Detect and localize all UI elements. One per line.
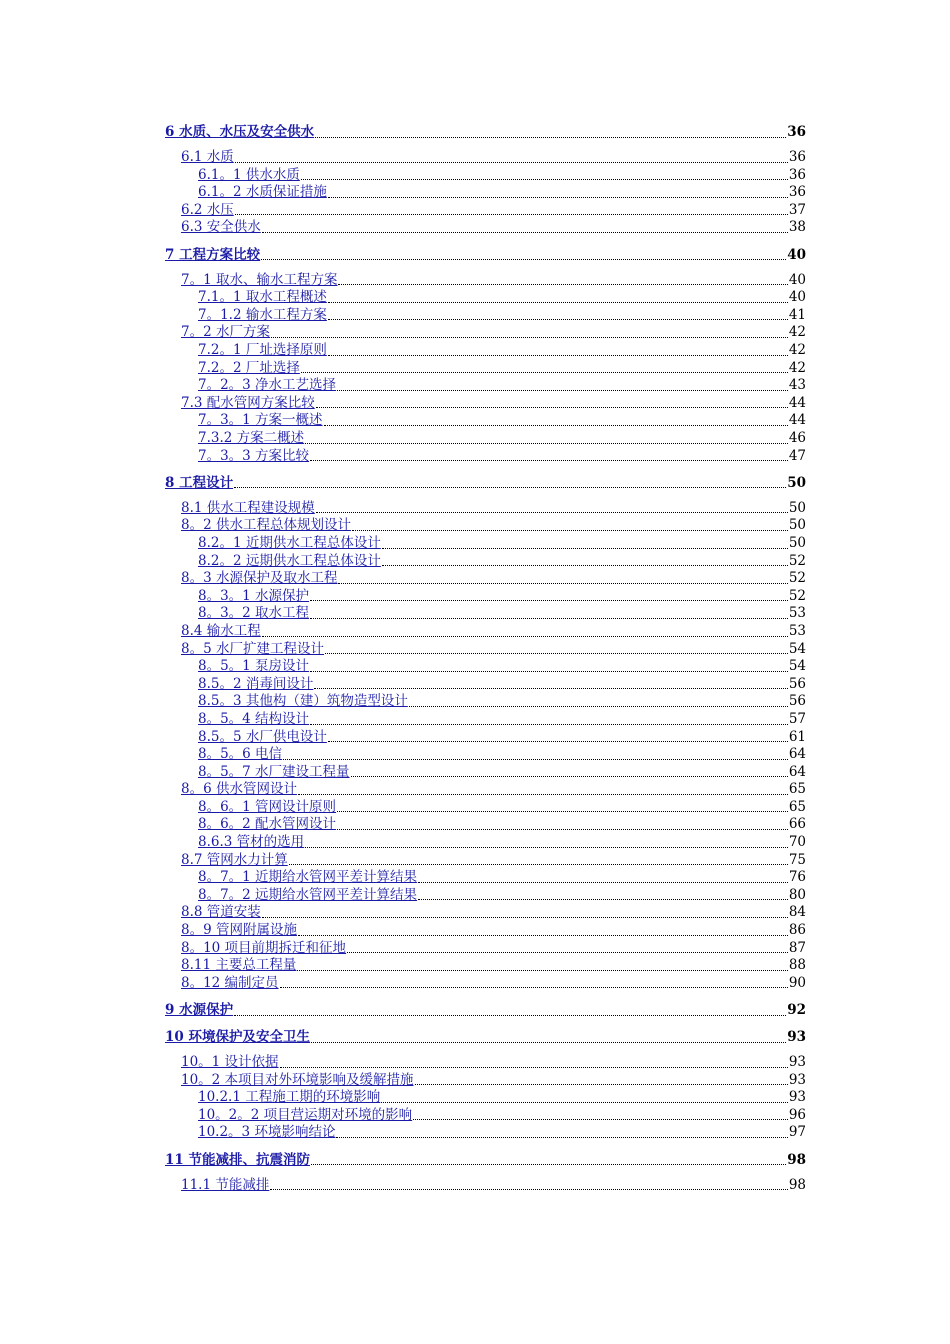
- toc-dot-leader: [310, 617, 788, 619]
- toc-entry-level-3[interactable]: [165, 448, 806, 466]
- toc-page-number: 54: [788, 640, 806, 657]
- toc-page-number: 50: [788, 499, 806, 516]
- toc-entry-title-link[interactable]: 10。2。2 项目营运期对环境的影响: [198, 1106, 413, 1123]
- toc-dot-leader: [234, 486, 786, 488]
- toc-dot-leader: [338, 582, 787, 584]
- toc-entry-title-link[interactable]: 8.6.3 管材的选用: [198, 834, 305, 851]
- toc-dot-leader: [328, 301, 788, 303]
- toc-entry-level-3[interactable]: [165, 307, 806, 325]
- toc-dot-leader: [297, 969, 787, 971]
- toc-entry-title-link[interactable]: 10.2.1 工程施工期的环境影响: [198, 1089, 381, 1106]
- toc-dot-leader: [418, 898, 788, 900]
- toc-page-number: 61: [788, 728, 806, 745]
- toc-page-number: 75: [788, 851, 806, 868]
- toc-entry-level-1[interactable]: [165, 1002, 806, 1020]
- toc-entry-title-link[interactable]: 8。3。2 取水工程: [198, 605, 310, 622]
- toc-page-number: 90: [788, 974, 806, 991]
- toc-page-number: 93: [788, 1054, 806, 1071]
- toc-page-number: 41: [788, 306, 806, 323]
- toc-page-number: 50: [787, 474, 806, 491]
- toc-page-number: 37: [788, 201, 806, 218]
- toc-page-number: 64: [788, 763, 806, 780]
- toc-entry-level-3[interactable]: [165, 1124, 806, 1142]
- toc-entry-title-link[interactable]: 8。5。6 电信: [198, 746, 283, 763]
- toc-page-number: 50: [788, 534, 806, 551]
- toc-dot-leader: [298, 793, 788, 795]
- toc-dot-leader: [311, 1041, 786, 1043]
- toc-dot-leader: [310, 670, 788, 672]
- toc-page-number: 47: [788, 447, 806, 464]
- toc-dot-leader: [262, 231, 788, 233]
- toc-dot-leader: [316, 406, 788, 408]
- toc-entry-title-link[interactable]: 8.7 管网水力计算: [181, 851, 288, 868]
- toc-entry-title-link[interactable]: 7。2。3 净水工艺选择: [198, 377, 337, 394]
- toc-dot-leader: [328, 354, 788, 356]
- toc-entry-title-link[interactable]: 6.3 安全供水: [181, 219, 261, 236]
- toc-dot-leader: [271, 336, 788, 338]
- toc-page-number: 84: [788, 904, 806, 921]
- toc-page-number: 86: [788, 922, 806, 939]
- toc-entry-level-3[interactable]: [165, 184, 806, 202]
- toc-dot-leader: [315, 136, 786, 138]
- toc-page-number: 36: [787, 124, 806, 140]
- toc-page-number: 46: [788, 430, 806, 446]
- toc-entry-title-link[interactable]: 8.2。2 远期供水工程总体设计: [198, 552, 381, 569]
- toc-entry-title-link[interactable]: 10。1 设计依据: [181, 1054, 279, 1071]
- toc-entry-title-link[interactable]: 8。5。1 泵房设计: [198, 658, 310, 675]
- toc-entry-level-3[interactable]: [165, 729, 806, 747]
- toc-entry-level-2[interactable]: [165, 940, 806, 958]
- toc-dot-leader: [280, 1066, 788, 1068]
- toc-entry-title-link[interactable]: 8。9 管网附属设施: [181, 922, 297, 939]
- toc-entry-level-3[interactable]: [165, 764, 806, 782]
- toc-entry-title-link[interactable]: 8.11 主要总工程量: [181, 957, 297, 974]
- toc-entry-level-2[interactable]: [165, 517, 806, 535]
- toc-dot-leader: [382, 547, 788, 549]
- toc-entry-level-1[interactable]: [165, 247, 806, 265]
- toc-page-number: 42: [788, 342, 806, 359]
- toc-entry-title-link[interactable]: 11.1 节能减排: [181, 1176, 270, 1193]
- toc-page-number: 66: [788, 816, 806, 833]
- toc-entry-level-3[interactable]: [165, 167, 806, 185]
- toc-entry-level-3[interactable]: [165, 535, 806, 553]
- toc-entry-title-link[interactable]: 7.2。2 厂址选择: [198, 359, 300, 376]
- toc-entry-title-link[interactable]: 7。1 取水、输水工程方案: [181, 271, 338, 288]
- toc-page-number: 52: [788, 587, 806, 604]
- toc-entry-level-2[interactable]: [165, 781, 806, 799]
- toc-dot-leader: [310, 459, 788, 461]
- toc-entry-title-link[interactable]: 10.2。3 环境影响结论: [198, 1124, 336, 1141]
- toc-page-number: 38: [788, 219, 806, 236]
- toc-entry-title-link[interactable]: 8.5。2 消毒间设计: [198, 675, 314, 692]
- toc-entry-level-2[interactable]: [165, 641, 806, 659]
- toc-page-number: 93: [787, 1029, 806, 1045]
- toc-dot-leader: [415, 1083, 788, 1085]
- toc-dot-leader: [336, 1136, 787, 1138]
- toc-entry-level-2[interactable]: [165, 324, 806, 342]
- toc-dot-leader: [381, 1101, 788, 1103]
- toc-entry-title-link[interactable]: 8。5。7 水厂建设工程量: [198, 763, 350, 780]
- toc-entry-level-3[interactable]: [165, 360, 806, 378]
- toc-entry-title-link[interactable]: 8。3。1 水源保护: [198, 587, 310, 604]
- toc-page-number: 43: [788, 377, 806, 394]
- toc-entry-level-3[interactable]: [165, 289, 806, 307]
- toc-page-number: 70: [788, 834, 806, 851]
- toc-entry-title-link[interactable]: 10。2 本项目对外环境影响及缓解措施: [181, 1071, 414, 1088]
- toc-dot-leader: [328, 196, 788, 198]
- toc-dot-leader: [305, 442, 788, 444]
- toc-entry-level-2[interactable]: [165, 202, 806, 220]
- toc-entry-title-link[interactable]: 7 工程方案比较: [165, 246, 261, 263]
- toc-page-number: 87: [788, 939, 806, 956]
- toc-entry-level-3[interactable]: [165, 799, 806, 817]
- toc-page-number: 42: [788, 324, 806, 341]
- toc-entry-title-link[interactable]: 8.2。1 近期供水工程总体设计: [198, 534, 381, 551]
- toc-entry-level-3[interactable]: [165, 816, 806, 834]
- toc-dot-leader: [311, 1163, 786, 1165]
- toc-entry-level-3[interactable]: [165, 658, 806, 676]
- toc-page-number: 93: [788, 1071, 806, 1088]
- toc-entry-title-link[interactable]: 7.2。1 厂址选择原则: [198, 342, 327, 359]
- toc-entry-level-2[interactable]: [165, 272, 806, 290]
- toc-dot-leader: [270, 1188, 787, 1190]
- toc-dot-leader: [262, 916, 788, 918]
- toc-entry-level-1[interactable]: [165, 475, 806, 493]
- toc-dot-leader: [337, 389, 788, 391]
- toc-page-number: 40: [788, 289, 806, 306]
- toc-entry-title-link[interactable]: 8.4 输水工程: [181, 622, 261, 639]
- toc-entry-title-link[interactable]: 8.5。5 水厂供电设计: [198, 728, 327, 745]
- toc-dot-leader: [409, 705, 788, 707]
- toc-entry-level-2[interactable]: [165, 500, 806, 518]
- toc-dot-leader: [337, 828, 788, 830]
- toc-page-number: 98: [787, 1151, 806, 1168]
- toc-page-number: 97: [788, 1124, 806, 1141]
- toc-dot-leader: [261, 258, 786, 260]
- toc-entry-title-link[interactable]: 8。5 水厂扩建工程设计: [181, 640, 324, 657]
- toc-dot-leader: [328, 740, 788, 742]
- toc-entry-level-3[interactable]: [165, 1107, 806, 1125]
- toc-entry-level-3[interactable]: [165, 605, 806, 623]
- toc-entry-title-link[interactable]: 8。6。1 管网设计原则: [198, 798, 337, 815]
- toc-page-number: 53: [788, 622, 806, 639]
- toc-entry-level-2[interactable]: [165, 1177, 806, 1195]
- toc-page-number: 76: [788, 869, 806, 886]
- toc-entry-title-link[interactable]: 6.1。1 供水水质: [198, 166, 300, 183]
- toc-dot-leader: [235, 161, 788, 163]
- toc-entry-title-link[interactable]: 7。1.2 输水工程方案: [198, 306, 327, 323]
- toc-entry-title-link[interactable]: 7.3 配水管网方案比较: [181, 394, 315, 411]
- toc-dot-leader: [324, 424, 788, 426]
- toc-page-number: 65: [788, 798, 806, 815]
- toc-dot-leader: [280, 986, 788, 988]
- toc-page-number: 88: [788, 957, 806, 974]
- toc-page-number: 50: [788, 517, 806, 534]
- toc-page-number: 36: [788, 166, 806, 183]
- toc-dot-leader: [316, 511, 788, 513]
- toc-entry-level-3[interactable]: [165, 342, 806, 360]
- toc-entry-title-link[interactable]: 7.3.2 方案二概述: [198, 430, 305, 446]
- toc-dot-leader: [418, 881, 788, 883]
- toc-entry-level-1[interactable]: [165, 1029, 806, 1047]
- toc-entry-title-link[interactable]: 7。3。3 方案比较: [198, 447, 310, 464]
- toc-dot-leader: [328, 318, 788, 320]
- toc-entry-title-link[interactable]: 7。2 水厂方案: [181, 324, 270, 341]
- toc-entry-level-3[interactable]: [165, 1089, 806, 1107]
- toc-entry-title-link[interactable]: 8.8 管道安装: [181, 904, 261, 921]
- toc-entry-title-link[interactable]: 8。3 水源保护及取水工程: [181, 570, 338, 587]
- toc-page-number: 44: [788, 394, 806, 411]
- toc-page-number: 42: [788, 359, 806, 376]
- toc-entry-level-2[interactable]: [165, 395, 806, 413]
- toc-dot-leader: [325, 652, 788, 654]
- toc-entry-title-link[interactable]: 6.1 水质: [181, 149, 234, 166]
- toc-entry-level-1[interactable]: [165, 1152, 806, 1170]
- toc-entry-title-link[interactable]: 11 节能减排、抗震消防: [165, 1151, 310, 1168]
- toc-entry-title-link[interactable]: 8。5。4 结构设计: [198, 710, 310, 727]
- toc-entry-level-2[interactable]: [165, 219, 806, 237]
- table-of-contents: [165, 124, 806, 1194]
- toc-dot-leader: [413, 1118, 788, 1120]
- toc-dot-leader: [298, 934, 788, 936]
- toc-entry-title-link[interactable]: 8.5。3 其他构（建）筑物造型设计: [198, 693, 408, 710]
- toc-entry-title-link[interactable]: 8。7。2 远期给水管网平差计算结果: [198, 886, 418, 903]
- toc-entry-level-3[interactable]: [165, 834, 806, 852]
- toc-page-number: 98: [788, 1176, 806, 1193]
- toc-dot-leader: [337, 810, 788, 812]
- toc-page-number: 40: [788, 271, 806, 288]
- toc-page-number: 93: [788, 1089, 806, 1106]
- toc-entry-title-link[interactable]: 6.2 水压: [181, 201, 234, 218]
- toc-dot-leader: [310, 723, 788, 725]
- toc-page-number: 52: [788, 552, 806, 569]
- toc-entry-level-2[interactable]: [165, 1054, 806, 1072]
- toc-dot-leader: [310, 599, 788, 601]
- toc-entry-level-2[interactable]: [165, 904, 806, 922]
- toc-entry-level-3[interactable]: [165, 711, 806, 729]
- toc-page-number: 44: [788, 412, 806, 429]
- toc-page-number: 92: [787, 1001, 806, 1018]
- toc-dot-leader: [289, 863, 788, 865]
- toc-page-number: 65: [788, 781, 806, 798]
- toc-dot-leader: [314, 687, 787, 689]
- toc-dot-leader: [351, 775, 788, 777]
- toc-entry-level-3[interactable]: [165, 887, 806, 905]
- toc-entry-level-2[interactable]: [165, 570, 806, 588]
- toc-entry-title-link[interactable]: 8 工程设计: [165, 474, 234, 491]
- toc-entry-level-3[interactable]: [165, 746, 806, 764]
- toc-dot-leader: [352, 529, 788, 531]
- toc-page-number: 36: [788, 184, 806, 201]
- toc-entry-title-link[interactable]: 8。2 供水工程总体规划设计: [181, 517, 351, 534]
- toc-entry-title-link[interactable]: 10 环境保护及安全卫生: [165, 1029, 310, 1045]
- toc-entry-level-3[interactable]: [165, 588, 806, 606]
- toc-entry-title-link[interactable]: 8.1 供水工程建设规模: [181, 499, 315, 516]
- toc-page-number: 40: [787, 246, 806, 263]
- toc-dot-leader: [301, 371, 788, 373]
- toc-page-number: 52: [788, 570, 806, 587]
- toc-entry-title-link[interactable]: 9 水源保护: [165, 1001, 234, 1018]
- toc-entry-title-link[interactable]: 8。6。2 配水管网设计: [198, 816, 337, 833]
- toc-page-number: 64: [788, 746, 806, 763]
- toc-entry-level-2[interactable]: [165, 149, 806, 167]
- toc-entry-level-2[interactable]: [165, 922, 806, 940]
- toc-entry-title-link[interactable]: 6.1。2 水质保证措施: [198, 184, 327, 201]
- toc-page-number: 54: [788, 658, 806, 675]
- toc-dot-leader: [338, 283, 787, 285]
- toc-dot-leader: [347, 951, 788, 953]
- toc-entry-title-link[interactable]: 7。3。1 方案一概述: [198, 412, 323, 429]
- toc-entry-level-3[interactable]: [165, 430, 806, 448]
- toc-entry-level-3[interactable]: [165, 869, 806, 887]
- toc-page-number: 56: [788, 675, 806, 692]
- toc-entry-title-link[interactable]: 7.1。1 取水工程概述: [198, 289, 327, 306]
- toc-entry-level-2[interactable]: [165, 1072, 806, 1090]
- toc-entry-level-2[interactable]: [165, 957, 806, 975]
- toc-dot-leader: [283, 758, 788, 760]
- toc-entry-level-3[interactable]: [165, 412, 806, 430]
- toc-page-number: 53: [788, 605, 806, 622]
- toc-page-number: 96: [788, 1106, 806, 1123]
- toc-dot-leader: [234, 1014, 786, 1016]
- toc-page-number: 57: [788, 710, 806, 727]
- toc-dot-leader: [305, 846, 788, 848]
- toc-entry-level-2[interactable]: [165, 975, 806, 993]
- toc-entry-title-link[interactable]: 8。10 项目前期拆迁和征地: [181, 939, 347, 956]
- toc-entry-level-2[interactable]: [165, 623, 806, 641]
- toc-entry-level-3[interactable]: [165, 693, 806, 711]
- toc-dot-leader: [235, 213, 788, 215]
- toc-dot-leader: [382, 564, 788, 566]
- toc-entry-level-3[interactable]: [165, 553, 806, 571]
- toc-entry-level-3[interactable]: [165, 676, 806, 694]
- toc-page-number: 80: [788, 886, 806, 903]
- toc-dot-leader: [301, 178, 788, 180]
- toc-dot-leader: [262, 635, 788, 637]
- toc-entry-level-1[interactable]: [165, 124, 806, 142]
- toc-entry-title-link[interactable]: 8。7。1 近期给水管网平差计算结果: [198, 869, 418, 886]
- toc-entry-title-link[interactable]: 8。6 供水管网设计: [181, 781, 297, 798]
- toc-entry-level-2[interactable]: [165, 852, 806, 870]
- toc-entry-title-link[interactable]: 8。12 编制定员: [181, 974, 279, 991]
- toc-entry-level-3[interactable]: [165, 377, 806, 395]
- toc-page-number: 56: [788, 693, 806, 710]
- toc-entry-title-link[interactable]: 6 水质、水压及安全供水: [165, 124, 315, 140]
- toc-page-number: 36: [788, 149, 806, 166]
